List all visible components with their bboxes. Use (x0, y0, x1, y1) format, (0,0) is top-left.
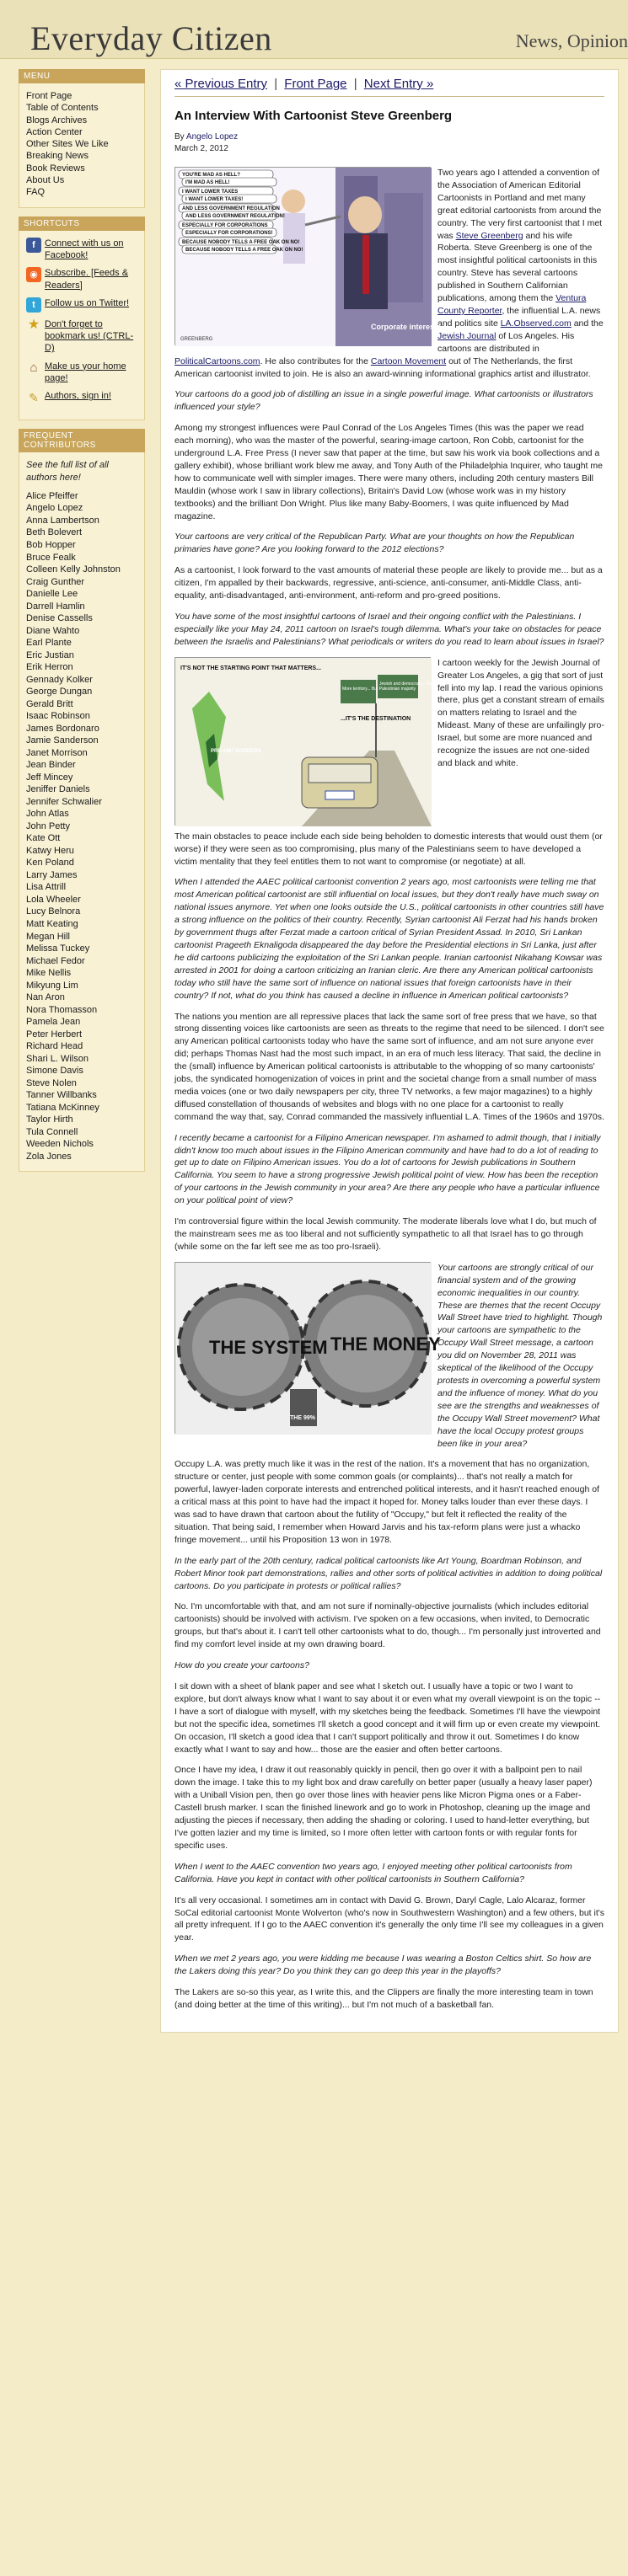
speech-bubble-text: AND LESS GOVERNMENT REGULATION (182, 206, 280, 211)
laobserved-link[interactable]: LA.Observed.com (500, 318, 572, 329)
contributor-link[interactable]: James Bordonaro (26, 723, 99, 734)
contributor-link[interactable]: Matt Keating (26, 918, 78, 929)
intro-paragraph: Two years ago I attended a convention of the Association of American Editorial Cartoonists in Portland and met many great editorial cartoonists from around the country. The very first cartoonist that I met was Steve Greenberg and his wife Roberta. Steve Greenberg is one of the most insightful political cartoonists in this country. Steve has several cartoons published in Southern Californian publications, among them the Ventura County Reporter, the influential L.A. news and politics site LA.Observed.com and the Jewish Journal of Los Angeles. His cartoons are distributed in PoliticalCartoons.com. He also contributes for the Cartoon Movement out of The Netherlands, the first American cartoonist invited to join. He is also an award-winning informational graphics artist and illustrator. (174, 168, 604, 379)
contributor-link[interactable]: Eric Justian (26, 649, 74, 660)
contributor-link[interactable]: Steve Nolen (26, 1077, 77, 1088)
menu-item-7[interactable]: About Us (26, 175, 65, 186)
shortcut-label[interactable]: Connect with us on Facebook! (45, 238, 124, 260)
question-6: Your cartoons are strongly critical of our financial system and of the growing economic inequalities in our country. These are themes that the recent Occupy Wall Street have tried to highlight. Though your cartoons are sympathetic to the Occupy Wall Street message, a cartoon you did on November 28, 2011 was skeptical of the likelihood of the Occupy protests in overcoming a powerful system and the influence of money. What do you see are the strengths and weaknesses of the Occupy Wall Street movement? What have the local Occupy protest groups been like in your area? (437, 1262, 603, 1449)
contributor-link[interactable]: Jean Binder (26, 760, 76, 771)
contributor-link[interactable]: Zola Jones (26, 1151, 72, 1162)
facebook-icon: f (26, 238, 41, 253)
contributor-link[interactable]: Peter Herbert (26, 1029, 83, 1039)
contributor-link[interactable]: Kate Ott (26, 833, 61, 844)
contributor-link[interactable]: Denise Cassells (26, 613, 93, 624)
contributors-heading: FREQUENT CONTRIBUTORS (19, 429, 145, 452)
sign-more-territory: More territory... But Palestinian majority (342, 686, 416, 692)
answer-10: The Lakers are so-so this year, as I write this, and the Clippers are finally the more interesting team in town (and doing better at the time of this writing)... but I'm not much of a basketball fan. (174, 1987, 593, 2010)
label-99-percent: THE 99% (290, 1414, 315, 1421)
contributor-link[interactable]: Diane Wahto (26, 625, 80, 636)
answer-7: No. I'm uncomfortable with that, and am not sure if nominally-objective journalists (which includes editorial cartoonists) should be involved with activism. I've spoken on a few occasions, when invited, to Democratic groups, but that's about it. I can't tell other cartoonists what to do, though... I'm personally just introverted and find my comfort level inside at my own drawing board. (174, 1601, 601, 1650)
contributor-link[interactable]: Jamie Sanderson (26, 735, 99, 746)
cartoon-israel-drawing (175, 658, 448, 826)
contributor-link[interactable]: Isaac Robinson (26, 711, 90, 722)
contributor-link[interactable]: Michael Fedor (26, 955, 85, 966)
home-icon: ⌂ (30, 361, 38, 375)
all-authors-link[interactable]: See the full list of all authors here! (26, 460, 109, 483)
contributor-link[interactable]: Pamela Jean (26, 1017, 81, 1028)
contributor-link[interactable]: Simone Davis (26, 1066, 83, 1077)
answer-8a: I sit down with a sheet of blank paper and see what I sketch out. I usually have a topic or two I want to explore, but don't always know what I want to say about it or even what my overall viewpoint is on the topic -- I have a sort of dialogue with myself, with my sketches being the feedback. Sometimes I'll have the viewpoint but not the specific idea, sometimes I'll sketch a good concept and it will firm up or even create my viewpoint. On occasion, I'll sketch a good idea that I can't support politically and throw it out. Sometimes I do know exactly what I want to say and how... those are the easier and often better cartoons. (174, 1681, 601, 1755)
contributor-link[interactable]: Tatiana McKinney (26, 1102, 99, 1113)
answer-5: I'm controversial figure within the local Jewish community. The moderate liberals love what I do, but much of the mainstream sees me as too liberal and not sufficiently sympathetic to all that Israel has to go through (while some on the far left see me as too pro-Israeli). (174, 1216, 597, 1252)
rss-icon: ◉ (26, 267, 41, 282)
shortcut-item[interactable] (26, 318, 139, 355)
sign-destination: ...IT'S THE DESTINATION (341, 715, 411, 722)
question-5: I recently became a cartoonist for a Filipino American newspaper. I'm ashamed to admit though, that I initially didn't know too much about issues in the Filipino American community and have had to do a lot of reading to get up to date on Filipino American issues. You do a lot of cartoons for Jewish publications in Southern California. You seem to have a strong progressive Jewish political point of view. How has been the reception of your cartoons in the Jewish community in your area? Are there any people who have a particular influence on your political point of view? (174, 1132, 601, 1206)
shortcut-item[interactable] (26, 238, 139, 262)
contributor-link[interactable]: Weeden Nichols (26, 1139, 94, 1150)
nav-separator: | (274, 77, 278, 91)
contributor-link[interactable]: Anna Lambertson (26, 515, 99, 526)
contributor-link[interactable]: Jennifer Schwalier (26, 796, 102, 807)
shortcut-label[interactable]: Follow us on Twitter! (45, 297, 130, 308)
contributor-link[interactable]: Richard Head (26, 1041, 83, 1052)
post-date: March 2, 2012 (174, 144, 228, 153)
cartoon-movement-link[interactable]: Cartoon Movement (370, 355, 447, 366)
shortcut-label[interactable]: Authors, sign in! (45, 391, 111, 402)
shortcut-label[interactable]: Don't forget to bookmark us! (CTRL-D) (45, 318, 134, 354)
menu-item-0[interactable]: Front Page (26, 91, 72, 101)
contributor-link[interactable]: Darrell Hamlin (26, 601, 85, 612)
cartoon-corporate-interests-drawing (175, 168, 442, 346)
question-8: How do you create your cartoons? (174, 1660, 309, 1671)
menu-item-8[interactable]: FAQ (26, 187, 46, 198)
answer-2: As a cartoonist, I look forward to the vast amounts of material these people are likely to provide me... but as a citizen, I'm appalled by their backwards, regressive, anti-science, anti-consumer, anti-Middle Class, anti-equality, anti-disadvantaged, anti-environment, anti-reform and pro-greed positions. (174, 565, 603, 601)
shortcut-item[interactable] (26, 297, 139, 313)
site-header (0, 0, 628, 59)
menu-item-4[interactable]: Other Sites We Like (26, 139, 109, 150)
answer-9: It's all very occasional. I sometimes am in contact with David G. Brown, Daryl Cagle, Lalo Alcaraz, former SoCal editorial cartoonist Monte Wolverton (who's now in Southwestern Washington) and a few others, but it's all pretty infrequent. If I go to the AAEC convention it's generally the only time I'll see my colleagues in a given year. (174, 1895, 605, 1943)
cartoon-caption: Corporate interests (371, 323, 442, 331)
question-1: Your cartoons do a good job of distilling an issue in a single powerful image. What cartoonists or illustrators influenced your style? (174, 389, 593, 413)
menu-item-5[interactable]: Breaking News (26, 151, 89, 162)
menu-box (19, 83, 145, 208)
question-10: When we met 2 years ago, you were kidding me because I was wearing a Boston Celtics shirt. So how are the Lakers doing this year? Do you think they can go deep this year in the playoffs? (174, 1953, 592, 1977)
nav-separator: | (353, 77, 357, 91)
speech-bubble-text: I'M MAD AS HELL! (185, 180, 230, 185)
contributor-link[interactable]: Angelo Lopez (26, 503, 83, 514)
answer-3a: I cartoon weekly for the Jewish Journal of Greater Los Angeles, a gig that sort of just fell into my lap. I read the various opinions there, plus get a constant stream of emails on matters relating to Israel and the Mideast. Many of these are unfailingly pro-Israel, but some are more nuanced and recognize the issues are not one-sided and black and white. (437, 657, 604, 768)
twitter-icon: t (26, 297, 41, 313)
speech-bubble-text: YOU'RE MAD AS HELL? (182, 173, 240, 178)
contributor-link[interactable]: John Atlas (26, 809, 69, 820)
contributor-link[interactable]: Taylor Hirth (26, 1114, 73, 1125)
ventura-county-reporter-link[interactable]: Ventura County Reporter (437, 293, 587, 316)
question-4: When I attended the AAEC political cartoonist convention 2 years ago, most cartoonists were telling me that most American political cartoonist are still influential on local issues, but they don't really have much sway on national issues anymore. Yet when one looks outside the U.S., political cartoonists in other countries still have a strong influence on the politics of their country. Recently, Syrian cartoonist Ali Ferzat had his hands broken by government thugs after Ferzat made a cartoon critical of Syrian President Assad. In 2010, Sri Lankan cartoonist Prageeth Eknaligoda disappeared the day before the Presidential elections in Sri Lanka, just after he did cartoons publicizing the exploitation of the Sri Lankan people. Iranian cartoonist Nikahang Kowsar was arrested in 2001 for doing a cartoon criticizing an Iranian cleric. Are there any American political cartoonists today who still have the same sort of influence on national issues that foreign cartoonists have in their country? If not, what do you think has caused a decline in influence in American political cartoonists? (174, 877, 604, 1001)
previous-entry-link[interactable]: « Previous Entry (174, 77, 268, 91)
answer-1: Among my strongest influences were Paul Conrad of the Los Angeles Times (this was the paper we read each morning), who was the master of the powerful, searing-image cartoon, Ron Cobb, cartoonist for the underground L.A. Free Press (I never saw that paper at the time, but saw his work via book collections and a gallery exhibit), whose brilliant work blew me away, and Tony Auth of the Philadelphia Inquirer, who taught me how to communicate well with simpler images. There were many others, including 20th century masters Bill Mauldin (whose work I saw in library collections), Britain's David Low (whose work was in my history textbooks) and the brilliant Don Wright. Plus like many Baby-Boomers, I was quite influenced by Mad magazine. (174, 423, 603, 521)
menu-item-3[interactable]: Action Center (26, 126, 83, 137)
question-3: You have some of the most insightful cartoons of Israel and their ongoing conflict with the Palestinians. I especially like your May 24, 2011 cartoon on Israel's tough dilemma. What's your take on obstacles for peace between the Israelis and Palestinians? What periodicals or writers do you read to learn about issues in Israel? (174, 612, 604, 647)
question-7: In the early part of the 20th century, radical political cartoonists like Art Young, Boardman Robinson, and Robert Minor took part demonstrations, rallies and other sorts of political activities in addition to doing political cartoons. Do you participate in protests or political rallies? (174, 1555, 603, 1591)
gear-label-system: THE SYSTEM (209, 1336, 328, 1358)
article-main (160, 69, 619, 2033)
shortcut-item[interactable] (26, 267, 139, 291)
contributor-link[interactable]: Lola Wheeler (26, 894, 81, 905)
contributor-link[interactable]: Earl Plante (26, 638, 72, 649)
speech-bubble-text: ESPECIALLY FOR CORPORATIONS (182, 223, 268, 228)
menu-heading: MENU (19, 69, 145, 83)
speech-bubble-text: I WANT LOWER TAXES (182, 190, 239, 195)
contributor-link[interactable]: Nora Thomasson (26, 1004, 98, 1015)
answer-6: Occupy L.A. was pretty much like it was in the rest of the nation. It's a movement that has no organization, structure or center, just people with some common goals (or complaints)... that's not really a match for powerful, lawyer-laden corporate interests and entrenched political interests, and it hasn't reached enough of a critical mass at this point to have had the impact it hoped for. Money talks louder than ever these days. I was sad to have drawn that cartoon about the futility of "Occupy," but felt it reflected the reality of the situation. That being said, I remember when Howard Jarvis and his tax-reform plans were just a whacko fringe movement... until his Proposition 13 won in 1978. (174, 1459, 599, 1545)
front-page-link[interactable]: Front Page (284, 77, 347, 91)
cartoon-israel-destination (174, 657, 448, 826)
shortcuts-heading: SHORTCUTS (19, 216, 145, 231)
site-title[interactable]: Everyday Citizen (30, 19, 272, 57)
contributor-link[interactable]: Janet Morrison (26, 747, 88, 758)
menu-item-2[interactable]: Blogs Archives (26, 115, 88, 126)
contributor-link[interactable]: Mike Nellis (26, 968, 72, 979)
contributor-link[interactable]: Erik Herron (26, 662, 73, 673)
speech-bubble-text: AND LESS GOVERNMENT REGULATION! (185, 214, 285, 219)
contributor-link[interactable]: John Petty (26, 820, 70, 831)
cartoon-corporate-interests (174, 167, 442, 345)
sign-starting-point: IT'S NOT THE STARTING POINT THAT MATTERS... (180, 665, 321, 671)
contributor-link[interactable]: Alice Pfeiffer (26, 490, 78, 501)
entry-nav (174, 77, 604, 97)
contributor-link[interactable]: Ken Poland (26, 858, 74, 868)
contributor-link[interactable]: Colleen Kelly Johnston (26, 564, 121, 575)
contributor-link[interactable]: Megan Hill (26, 931, 70, 942)
question-9: When I went to the AAEC convention two years ago, I enjoyed meeting other political cartoonists from California. Have you kept in contact with other political cartoonists in Southern California? (174, 1861, 572, 1884)
shortcuts-box (19, 231, 145, 421)
contributor-link[interactable]: Craig Gunther (26, 576, 85, 587)
question-2: Your cartoons are very critical of the Republican Party. What are your thoughts on how the Republican primaries have gone? Are you looking forward to the 2012 elections? (174, 532, 575, 555)
politicalcartoons-link[interactable]: PoliticalCartoons.com (174, 355, 260, 366)
cartoon-system-money (174, 1262, 441, 1434)
byline (174, 131, 604, 155)
contributor-link[interactable]: Jeniffer Daniels (26, 784, 90, 795)
contributor-link[interactable]: Bob Hopper (26, 540, 76, 550)
jewish-journal-link[interactable]: Jewish Journal (437, 330, 496, 341)
sign-jewish-democratic: Jewish and democratic... But smaller (379, 681, 448, 687)
byline-prefix: By (174, 132, 185, 142)
cartoon-system-money-drawing (175, 1263, 441, 1435)
contributor-link[interactable]: Danielle Lee (26, 589, 78, 600)
menu-item-1[interactable]: Table of Contents (26, 103, 99, 114)
shortcut-label[interactable]: Subscribe. [Feeds & Readers] (45, 268, 129, 291)
label-pre-1967: PRE-1967 BORDERS (211, 748, 261, 754)
answer-8b: Once I have my idea, I draw it out reasonably quickly in pencil, then go over it with a ballpoint pen to nail down the image. I take this to my light box and draw carefully on better paper (usually a heavy laser paper) with a Uniball Vision pen, then go over those lines with heavier pens like Micron Pigma ones or a Faber-Castell brush marker. I scan the finished linework and go to work in Photoshop, cleaning up the image and adjusting the pieces if necessary, then adding the shading or coloring. I used to hand-letter everything, but I've gotten lazier and my time is limited, so I more often letter with cartoon fonts or with regular fonts for specific uses. (174, 1765, 593, 1851)
contributor-link[interactable]: Melissa Tuckey (26, 943, 90, 954)
contributor-link[interactable]: George Dungan (26, 687, 93, 697)
contributor-link[interactable]: Tula Connell (26, 1126, 78, 1137)
author-icon: ✎ (29, 391, 39, 405)
gear-label-money: THE MONEY (330, 1333, 441, 1355)
contributor-link[interactable]: Beth Bolevert (26, 527, 83, 538)
contributor-link[interactable]: Larry James (26, 869, 78, 880)
contributor-link[interactable]: Lisa Attrill (26, 882, 67, 893)
speech-bubble-text: ESPECIALLY FOR CORPORATIONS! (185, 231, 273, 236)
star-icon: ★ (27, 318, 40, 333)
answer-4: The nations you mention are all repressive places that lack the same sort of free press that we have, so that strong dissenting voices like cartoonists are seen as threats to the regime that need to be silenced. I don't see any American political cartoonists today who have the same sort of influence, and am not sure anyone ever did; perhaps Thomas Nast had the most such impact, in an era of much less literacy. That said, the decline in the (small) influence by American political cartoonists is attributable to the whopping of so many cartoonists' jobs, the syndicated homogenization of voices in print and the societal change from a small number of mass media voices (one or two daily newspapers per city, three TV networks, a few major magazines) to a highly diffused constellation of thousands of websites and blogs with no one place for a cartoonist to really command the way that, say, Conrad commanded the massively influential L.A. Times of the 1960s and 1970s. (174, 1011, 604, 1122)
contributors-box (19, 452, 145, 1172)
shortcut-item[interactable] (26, 361, 139, 385)
contributor-link[interactable]: Tanner Willbanks (26, 1090, 97, 1101)
contributor-link[interactable]: Gennady Kolker (26, 674, 93, 685)
contributor-link[interactable]: Nan Aron (26, 992, 65, 1003)
contributor-link[interactable]: Jeff Mincey (26, 772, 73, 783)
menu-item-6[interactable]: Book Reviews (26, 163, 85, 174)
contributor-link[interactable]: Lucy Belnora (26, 906, 81, 917)
contributor-link[interactable]: Mikyung Lim (26, 980, 78, 991)
sidebar (19, 69, 145, 2033)
contributor-link[interactable]: Gerald Britt (26, 698, 73, 709)
speech-bubble-text: BECAUSE NOBODY TELLS A FREE OAK ON NO! (182, 240, 300, 245)
answer-3b: The main obstacles to peace include each side being beholden to domestic interests that would oust them (or worse) if they were seen as too compromising, plus many of the Palestinians seem to have developed a victim mentality that they feel entitles them to not want to compromise (or negotiate) at all. (174, 831, 603, 867)
speech-bubble-text: BECAUSE NOBODY TELLS A FREE OAK ON NO! (185, 248, 303, 253)
steve-greenberg-link[interactable]: Steve Greenberg (455, 230, 523, 241)
shortcut-label[interactable]: Make us your home page! (45, 361, 126, 384)
contributor-link[interactable]: Shari L. Wilson (26, 1053, 89, 1064)
cartoon-signature: GREENBERG (180, 337, 213, 342)
speech-bubble-text: I WANT LOWER TAXES! (185, 197, 244, 202)
shortcut-item[interactable] (26, 390, 139, 405)
article-title: An Interview With Cartoonist Steve Greenberg (174, 109, 453, 123)
contributor-link[interactable]: Bruce Fealk (26, 552, 76, 563)
site-subtitle: News, Opinion (515, 30, 628, 51)
author-link[interactable]: Angelo Lopez (185, 132, 239, 142)
contributor-link[interactable]: Katwy Heru (26, 845, 74, 856)
next-entry-link[interactable]: Next Entry » (363, 77, 434, 91)
